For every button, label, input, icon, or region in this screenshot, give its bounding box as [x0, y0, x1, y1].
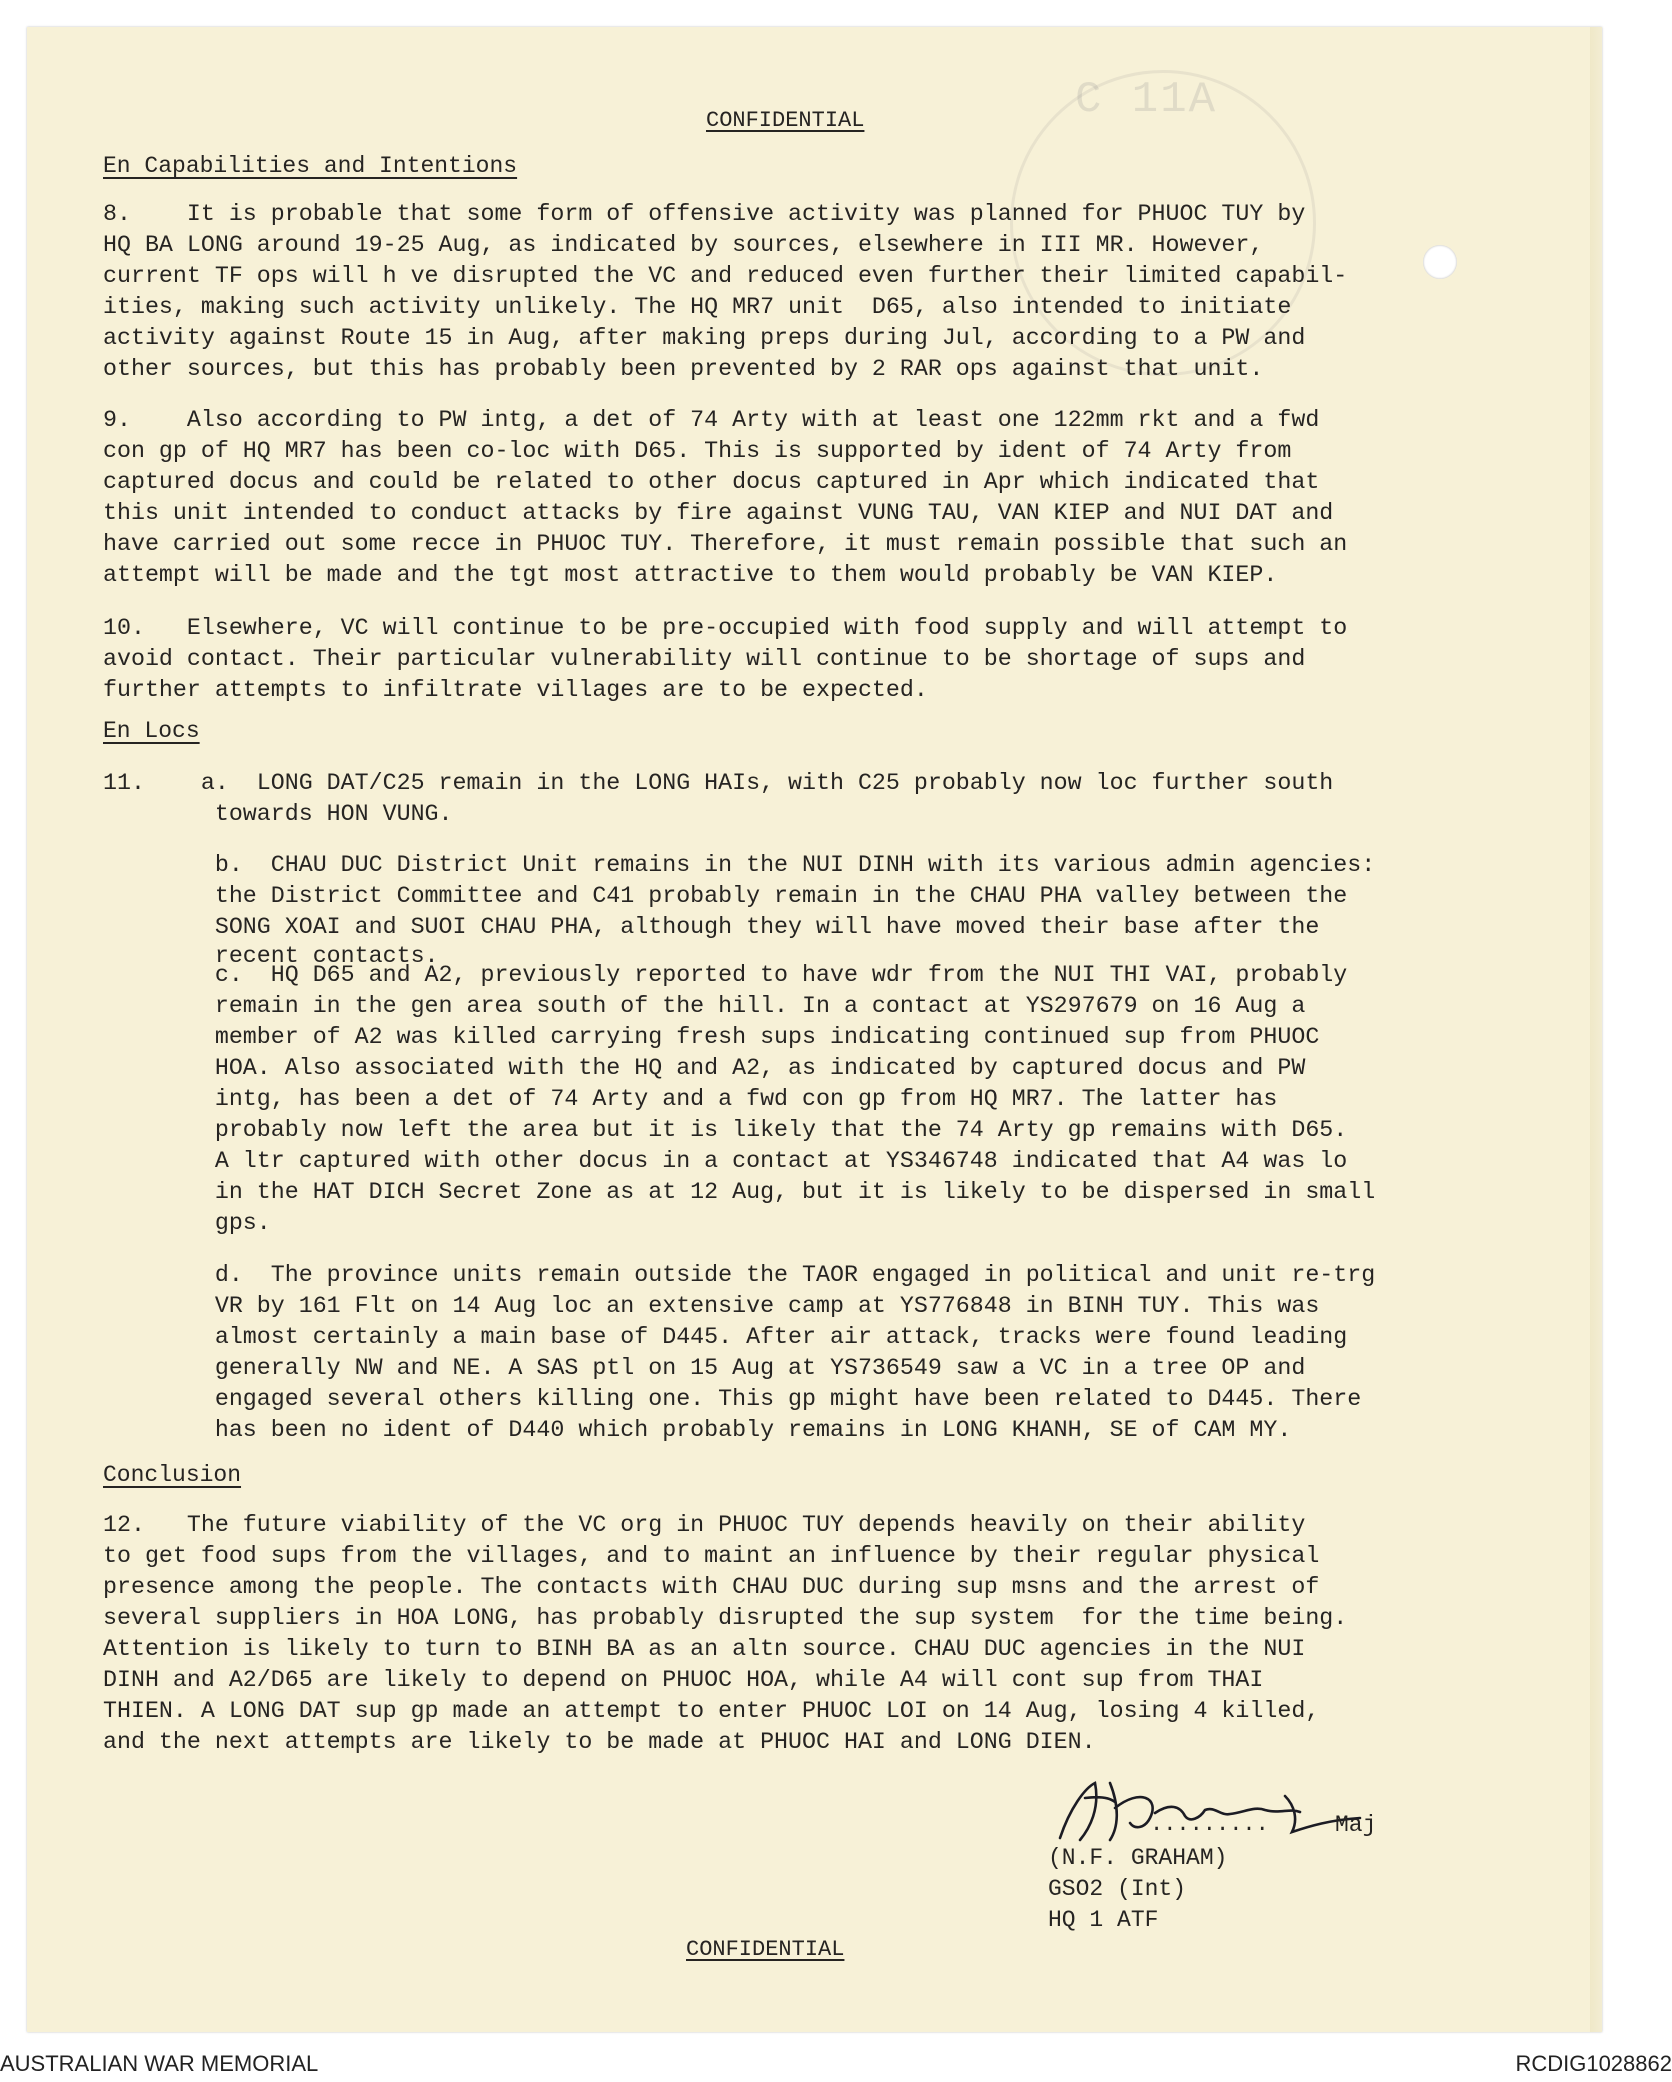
- classification-bottom: CONFIDENTIAL: [686, 1937, 845, 1962]
- body-line: probably now left the area but it is likely that the 74 Arty gp remains with D65.: [103, 1117, 1348, 1143]
- folio-mark: C 11A: [1075, 75, 1218, 125]
- body-line: con gp of HQ MR7 has been co-loc with D65. This is supported by ident of 74 Arty from: [103, 438, 1292, 464]
- body-line: several suppliers in HOA LONG, has probably disrupted the sup system for the time being.: [103, 1605, 1348, 1631]
- body-line: generally NW and NE. A SAS ptl on 15 Aug at YS736549 saw a VC in a tree OP and: [103, 1355, 1306, 1381]
- body-line: attempt will be made and the tgt most attractive to them would probably be VAN KIEP.: [103, 562, 1278, 588]
- body-line: 12. The future viability of the VC org in PHUOC TUY depends heavily on their ability: [103, 1512, 1306, 1538]
- body-line: towards HON VUNG.: [103, 801, 453, 827]
- footer-institution: AUSTRALIAN WAR MEMORIAL: [0, 2051, 319, 2076]
- classification-top: CONFIDENTIAL: [706, 108, 865, 133]
- signature-rank: Maj: [1335, 1812, 1377, 1838]
- body-line: captured docus and could be related to other docus captured in Apr which indicated that: [103, 469, 1320, 495]
- body-line: 8. It is probable that some form of offensive activity was planned for PHUOC TUY by: [103, 201, 1306, 227]
- body-line: A ltr captured with other docus in a contact at YS346748 indicated that A4 was lo: [103, 1148, 1348, 1174]
- body-line: have carried out some recce in PHUOC TUY. Therefore, it must remain possible that such an: [103, 531, 1348, 557]
- heading-capabilities: En Capabilities and Intentions: [103, 153, 518, 179]
- body-line: in the HAT DICH Secret Zone as at 12 Aug, but it is likely to be dispersed in small: [103, 1179, 1376, 1205]
- body-line: ities, making such activity unlikely. The HQ MR7 unit D65, also intended to initiate: [103, 294, 1292, 320]
- body-line: HQ BA LONG around 19-25 Aug, as indicated by sources, elsewhere in III MR. However,: [103, 232, 1264, 258]
- heading-conclusion: Conclusion: [103, 1462, 242, 1488]
- signature-dots: .........: [1150, 1812, 1269, 1837]
- signature-appointment: GSO2 (Int): [1048, 1876, 1187, 1902]
- body-line: THIEN. A LONG DAT sup gp made an attempt to enter PHUOC LOI on 14 Aug, losing 4 killed,: [103, 1698, 1320, 1724]
- body-line: has been no ident of D440 which probably remains in LONG KHANH, SE of CAM MY.: [103, 1417, 1292, 1443]
- body-line: gps.: [103, 1210, 271, 1236]
- archive-footer: [0, 2045, 1672, 2082]
- body-line: and the next attempts are likely to be made at PHUOC HAI and LONG DIEN.: [103, 1729, 1096, 1755]
- body-line: almost certainly a main base of D445. After air attack, tracks were found leading: [103, 1324, 1348, 1350]
- signature-name: (N.F. GRAHAM): [1048, 1845, 1228, 1871]
- heading-locs: En Locs: [103, 718, 200, 744]
- body-line: member of A2 was killed carrying fresh sups indicating continued sup from PHUOC: [103, 1024, 1320, 1050]
- body-line: 11. a. LONG DAT/C25 remain in the LONG HAIs, with C25 probably now loc further south: [103, 770, 1334, 796]
- body-line: b. CHAU DUC District Unit remains in the NUI DINH with its various admin agencies:: [103, 852, 1376, 878]
- body-line: Attention is likely to turn to BINH BA as an altn source. CHAU DUC agencies in the NUI: [103, 1636, 1306, 1662]
- body-line: VR by 161 Flt on 14 Aug loc an extensive camp at YS776848 in BINH TUY. This was: [103, 1293, 1320, 1319]
- page-edge: [1590, 27, 1602, 2032]
- body-line: c. HQ D65 and A2, previously reported to have wdr from the NUI THI VAI, probably: [103, 962, 1348, 988]
- body-line: DINH and A2/D65 are likely to depend on PHUOC HOA, while A4 will cont sup from THAI: [103, 1667, 1264, 1693]
- body-line: SONG XOAI and SUOI CHAU PHA, although they will have moved their base after the: [103, 914, 1320, 940]
- body-line: further attempts to infiltrate villages are to be expected.: [103, 677, 928, 703]
- body-line: presence among the people. The contacts with CHAU DUC during sup msns and the arrest of: [103, 1574, 1320, 1600]
- body-line: engaged several others killing one. This gp might have been related to D445. There: [103, 1386, 1362, 1412]
- body-line: current TF ops will h ve disrupted the VC and reduced even further their limited capabil-: [103, 263, 1348, 289]
- body-line: the District Committee and C41 probably remain in the CHAU PHA valley between the: [103, 883, 1348, 909]
- body-line: avoid contact. Their particular vulnerability will continue to be shortage of sups and: [103, 646, 1306, 672]
- signature-unit: HQ 1 ATF: [1048, 1907, 1159, 1933]
- body-line: to get food sups from the villages, and to maint an influence by their regular physical: [103, 1543, 1320, 1569]
- punch-hole: [1423, 245, 1457, 279]
- body-line: recent contacts.: [103, 943, 439, 969]
- body-line: this unit intended to conduct attacks by fire against VUNG TAU, VAN KIEP and NUI DAT and: [103, 500, 1334, 526]
- body-line: d. The province units remain outside the TAOR engaged in political and unit re-trg: [103, 1262, 1376, 1288]
- body-line: HOA. Also associated with the HQ and A2, as indicated by captured docus and PW: [103, 1055, 1306, 1081]
- body-line: activity against Route 15 in Aug, after making preps during Jul, according to a PW and: [103, 325, 1306, 351]
- body-line: other sources, but this has probably been prevented by 2 RAR ops against that unit.: [103, 356, 1264, 382]
- body-line: 9. Also according to PW intg, a det of 74 Arty with at least one 122mm rkt and a fwd: [103, 407, 1320, 433]
- footer-record-id: RCDIG1028862: [1515, 2051, 1672, 2076]
- body-line: remain in the gen area south of the hill. In a contact at YS297679 on 16 Aug a: [103, 993, 1306, 1019]
- body-line: 10. Elsewhere, VC will continue to be pre-occupied with food supply and will attempt to: [103, 615, 1348, 641]
- body-line: intg, has been a det of 74 Arty and a fwd con gp from HQ MR7. The latter has: [103, 1086, 1278, 1112]
